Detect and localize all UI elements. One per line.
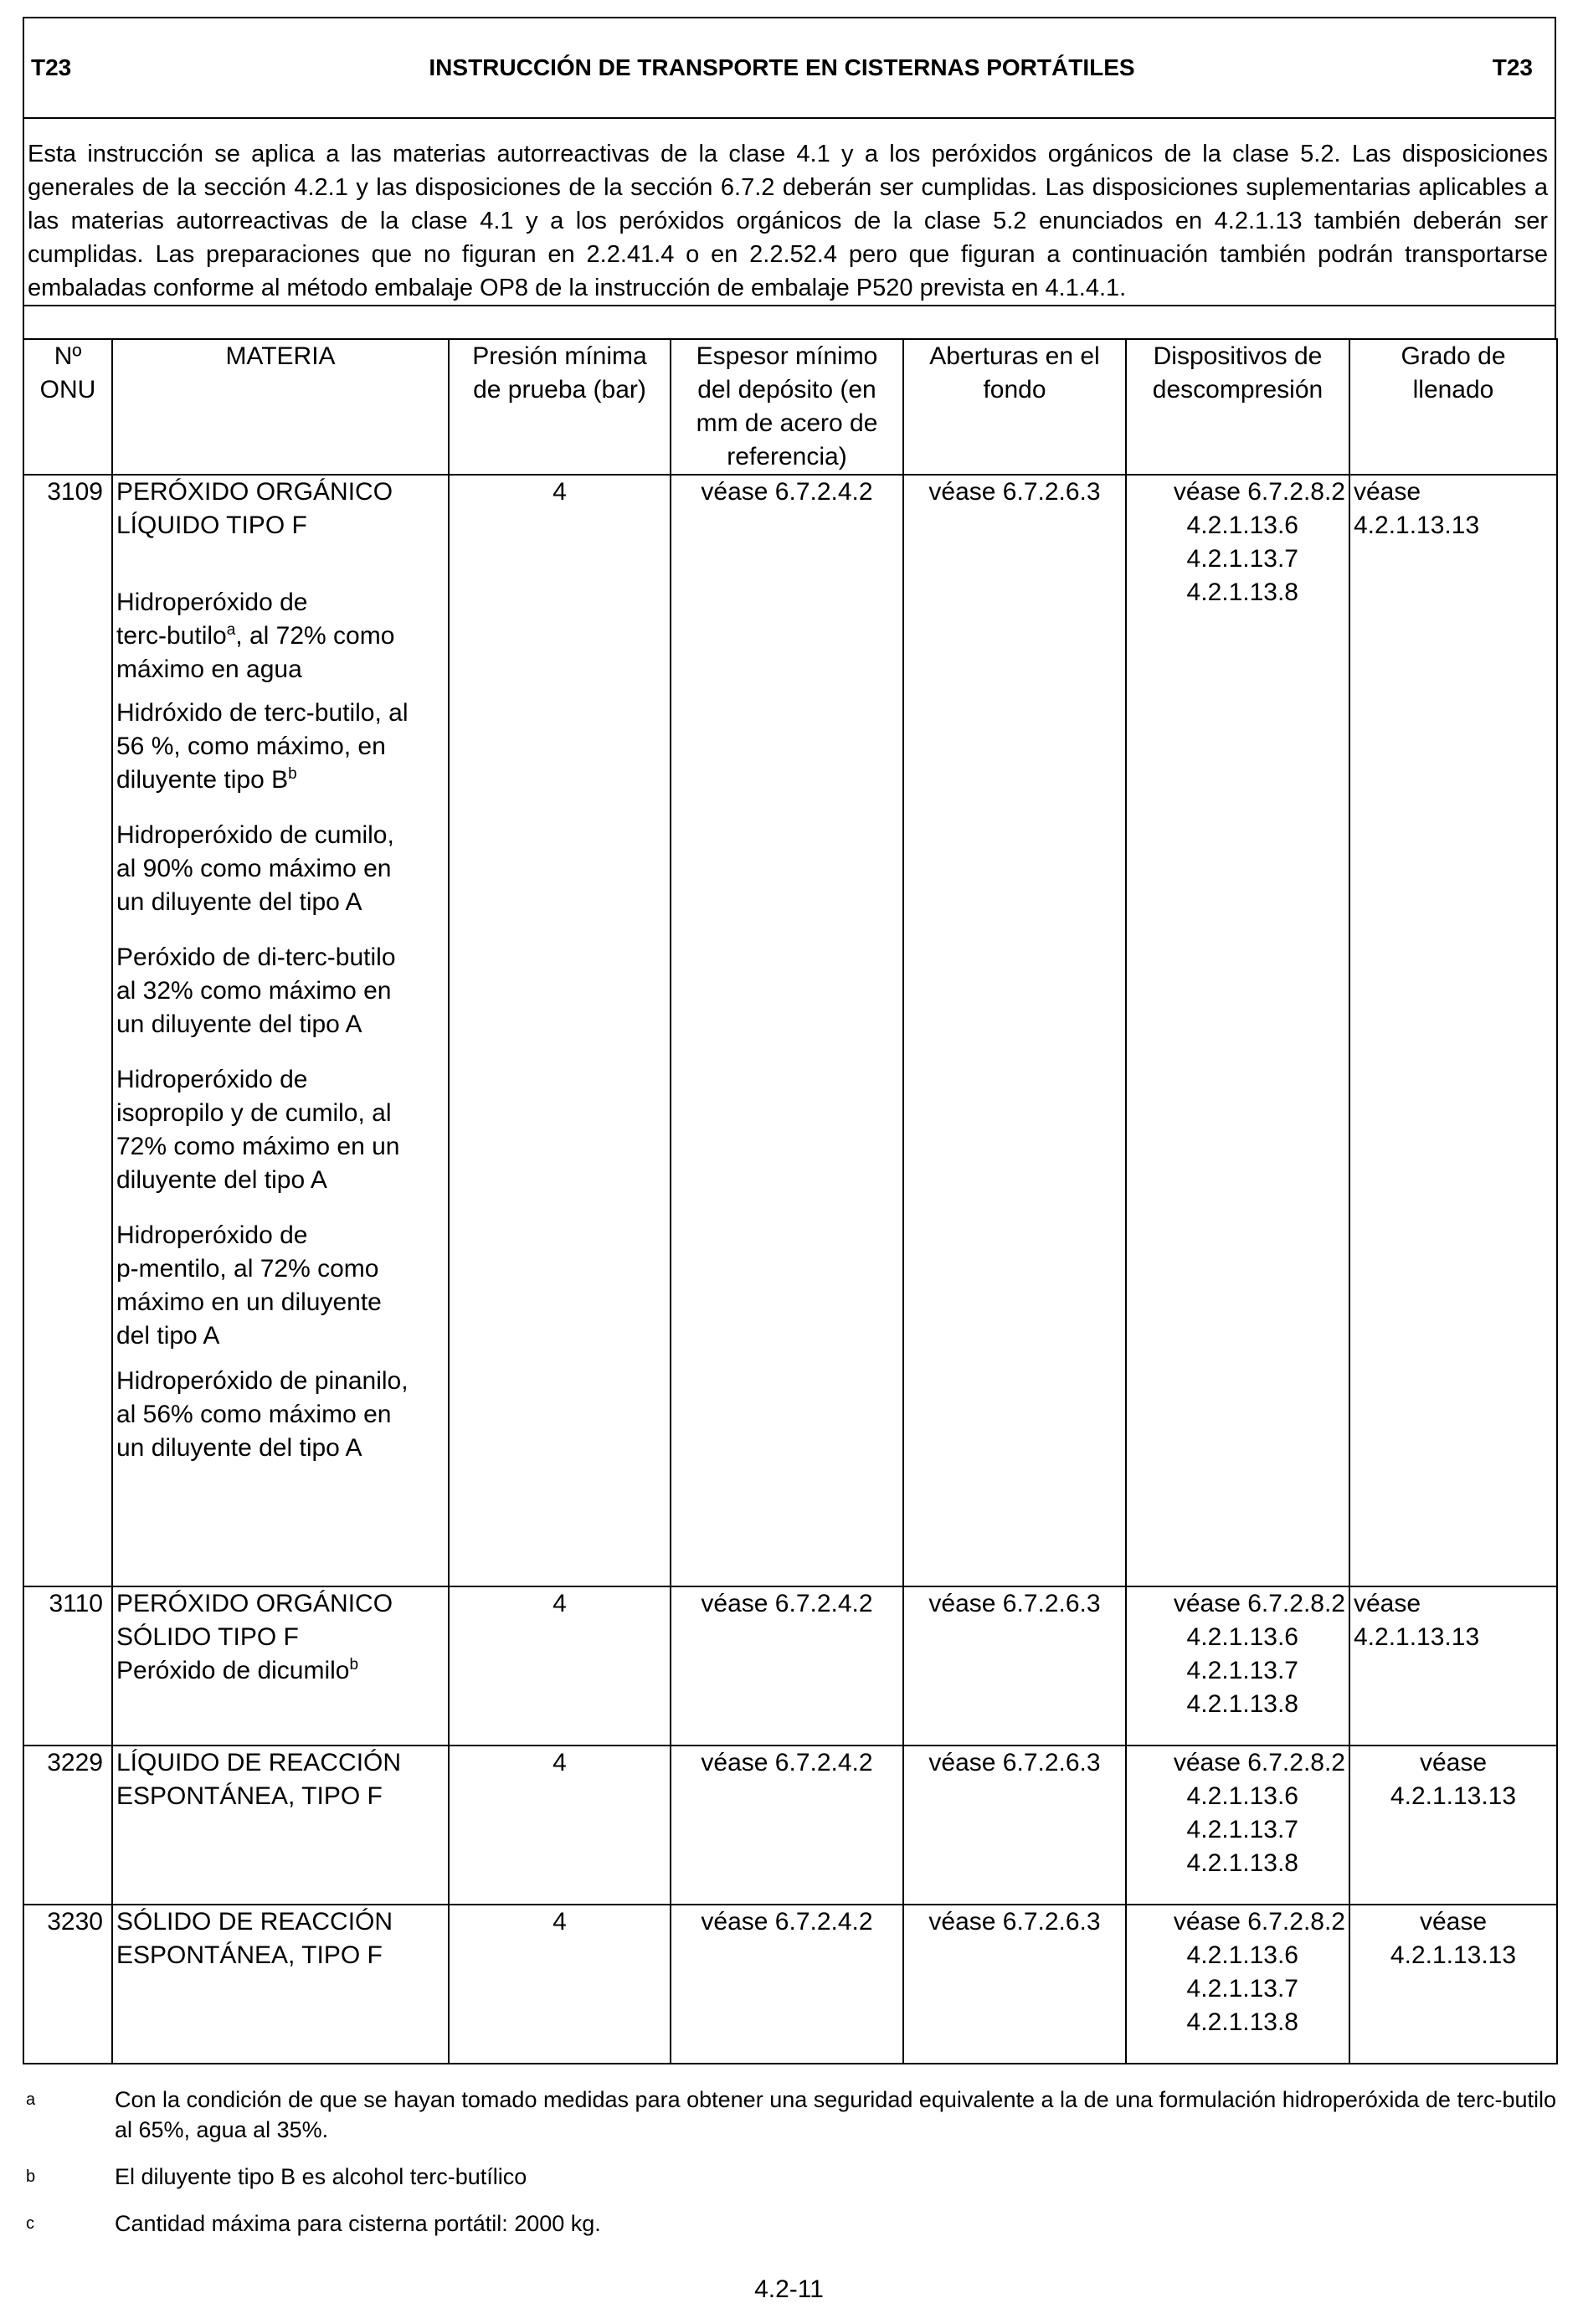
cell-presion: 4 xyxy=(449,1746,671,1905)
cell-espesor: véase 6.7.2.4.2 xyxy=(671,1586,903,1746)
header-presion: Presión mínima de prueba (bar) xyxy=(449,339,671,475)
list-item: Hidroperóxido de isopropilo y de cumilo, al 72% como máximo en un diluyente del tipo A xyxy=(116,1066,400,1194)
instruction-code-right: T23 xyxy=(1492,54,1533,80)
cell-aberturas: véase 6.7.2.6.3 xyxy=(903,1586,1126,1746)
cell-num: 3109 xyxy=(23,475,112,1586)
footnote-text: Cantidad máxima para cisterna portátil: 2000 kg. xyxy=(115,2211,601,2236)
header-espesor: Espesor mínimo del depósito (en mm de acero de referencia) xyxy=(671,339,903,475)
cell-num: 3229 xyxy=(23,1746,112,1905)
cell-dispositivos: véase 6.7.2.8.2 4.2.1.13.6 4.2.1.13.7 4.2.1.13.8 xyxy=(1126,1746,1349,1905)
list-item: Hidroperóxido de p-mentilo, al 72% como máximo en un diluyente del tipo A xyxy=(116,1221,382,1350)
cell-aberturas: véase 6.7.2.6.3 xyxy=(903,1905,1126,2064)
cell-num: 3110 xyxy=(23,1586,112,1746)
spacer xyxy=(24,306,1555,338)
title-row xyxy=(24,18,1555,119)
substances-table xyxy=(23,338,1558,2064)
cell-aberturas: véase 6.7.2.6.3 xyxy=(903,475,1126,1586)
table-row xyxy=(23,1586,1557,1746)
instruction-code-left: T23 xyxy=(31,54,72,80)
table-row xyxy=(23,1905,1557,2064)
instruction-title: INSTRUCCIÓN DE TRANSPORTE EN CISTERNAS PORTÁTILES xyxy=(429,54,1135,80)
header-grado: Grado de llenado xyxy=(1349,339,1557,475)
cell-num: 3230 xyxy=(23,1905,112,2064)
table-header-row xyxy=(23,339,1557,475)
document-page xyxy=(23,17,1556,2064)
footnote-mark: a xyxy=(26,2090,36,2109)
header-dispositivos: Dispositivos de descompresión xyxy=(1126,339,1349,475)
cell-grado: véase 4.2.1.13.13 xyxy=(1349,1905,1557,2064)
footnote-text: Con la condición de que se hayan tomado medidas para obtener una seguridad equivalente a la de una formulación hidroperóxida de terc-butilo al 65%, agua al 35%. xyxy=(115,2087,1556,2142)
list-item: Hidroperóxido de cumilo, al 90% como máximo en un diluyente del tipo A xyxy=(116,821,394,916)
footnote-text: El diluyente tipo B es alcohol terc-butílico xyxy=(115,2164,527,2189)
list-item: Peróxido de di-terc-butilo al 32% como máximo en un diluyente del tipo A xyxy=(116,943,396,1038)
intro-paragraph: Esta instrucción se aplica a las materias autorreactivas de la clase 4.1 y a los peróxidos orgánicos de la clase 5.2. Las disposiciones generales de la sección 4.2.1 y las disposiciones de la sección 6.7.2 deberán ser cumplidas. Las disposiciones suplementarias aplicables a las materias autorreactivas de la clase 4.1 y a los peróxidos orgánicos de la clase 5.2 enunciados en 4.2.1.13 también deberán ser cumplidas. Las preparaciones que no figuran en 2.2.41.4 o en 2.2.52.4 pero que figuran a continuación también podrán transportarse embaladas conforme al método embalaje OP8 de la instrucción de embalaje P520 prevista en 4.1.4.1. xyxy=(24,119,1555,306)
cell-materia: SÓLIDO DE REACCIÓN ESPONTÁNEA, TIPO F xyxy=(112,1905,449,2064)
header-num: Nº ONU xyxy=(23,339,112,475)
cell-dispositivos: véase 6.7.2.8.2 4.2.1.13.6 4.2.1.13.7 4.2.1.13.8 xyxy=(1126,475,1349,1586)
cell-materia: PERÓXIDO ORGÁNICO LÍQUIDO TIPO F Hidroperóxido de terc-butilo$^a$, al 72% como máximo en agua Hidróxido de terc-butilo, al 56 %, como máximo, en diluyente tipo $B^b$ Hidroperóxido de cumilo, al 90% como máximo en un diluyente del tipo A Peróxido de di-terc-butilo al 32% como máximo en un diluyente del tipo A Hidroperóxido de isopropilo y de cumilo, al 72% como máximo en un diluyente del tipo A Hidroperóxido de p-mentilo, al 72% como máximo en un diluyente del tipo A Hidroperóxido de pinanilo, al 56% como máximo en un diluyente del tipo A xyxy=(112,475,449,1586)
footnote-c xyxy=(23,2208,1556,2239)
list-item: Hidroperóxido de terc-butilo$^a$, al 72% como máximo en agua xyxy=(116,589,395,683)
cell-grado: véase 4.2.1.13.13 xyxy=(1349,1746,1557,1905)
cell-presion: 4 xyxy=(449,1586,671,1746)
cell-grado: véase 4.2.1.13.13 xyxy=(1349,475,1557,1586)
instruction-frame xyxy=(23,17,1556,340)
table-row xyxy=(23,1746,1557,1905)
cell-espesor: véase 6.7.2.4.2 xyxy=(671,475,903,1586)
header-aberturas: Aberturas en el fondo xyxy=(903,339,1126,475)
list-item: Hidroperóxido de pinanilo, al 56% como máximo en un diluyente del tipo A xyxy=(116,1367,409,1462)
cell-espesor: véase 6.7.2.4.2 xyxy=(671,1905,903,2064)
cell-materia: LÍQUIDO DE REACCIÓN ESPONTÁNEA, TIPO F xyxy=(112,1746,449,1905)
cell-aberturas: véase 6.7.2.6.3 xyxy=(903,1746,1126,1905)
cell-dispositivos: véase 6.7.2.8.2 4.2.1.13.6 4.2.1.13.7 4.2.1.13.8 xyxy=(1126,1586,1349,1746)
footnote-b xyxy=(23,2162,1556,2192)
cell-espesor: véase 6.7.2.4.2 xyxy=(671,1746,903,1905)
cell-materia: PERÓXIDO ORGÁNICO SÓLIDO TIPO F Peróxido de dicumilo$^b$ xyxy=(112,1586,449,1746)
list-item: Hidróxido de terc-butilo, al 56 %, como máximo, en diluyente tipo $B^b$ xyxy=(116,699,409,794)
cell-dispositivos: véase 6.7.2.8.2 4.2.1.13.6 4.2.1.13.7 4.2.1.13.8 xyxy=(1126,1905,1349,2064)
cell-grado: véase 4.2.1.13.13 xyxy=(1349,1586,1557,1746)
footnote-mark: c xyxy=(26,2214,34,2233)
footnotes xyxy=(23,2085,1556,2255)
cell-presion: 4 xyxy=(449,475,671,1586)
footnote-mark: b xyxy=(26,2167,36,2186)
header-materia: MATERIA xyxy=(112,339,449,475)
table-row xyxy=(23,475,1557,1586)
footnote-a xyxy=(23,2085,1556,2145)
page-number: 4.2-11 xyxy=(754,2275,824,2303)
cell-presion: 4 xyxy=(449,1905,671,2064)
